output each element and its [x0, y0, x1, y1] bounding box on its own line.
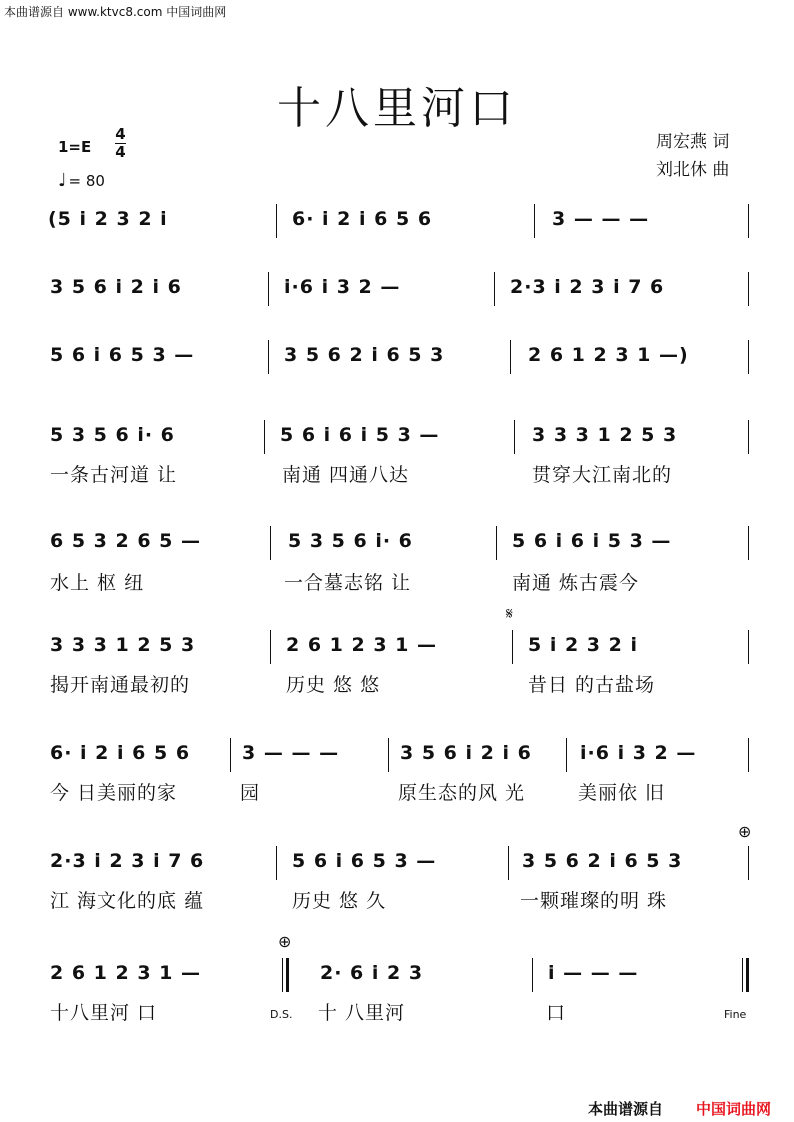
measure: 3 — — — — [242, 742, 340, 764]
lyrics: 一颗璀璨的明 珠 — [520, 890, 668, 912]
barline — [264, 420, 265, 454]
fine-marking: Fine — [724, 1008, 747, 1021]
measure: 3 5 6 i 2 i 6 — [400, 742, 532, 764]
lyrics: 十 八里河 — [318, 1002, 406, 1024]
measure: 5 3 5 6 i· 6 — [288, 530, 413, 552]
barline — [748, 738, 749, 772]
barline — [230, 738, 231, 772]
credits — [656, 128, 729, 184]
measure: 2·3 i 2 3 i 7 6 — [50, 850, 205, 872]
measure: 3 — — — — [552, 208, 650, 230]
barline — [494, 272, 495, 306]
measure: i — — — — [548, 962, 639, 984]
barline — [748, 420, 749, 454]
lyrics: 历史 悠 悠 — [286, 674, 381, 696]
lyrics: 一合墓志铭 让 — [284, 572, 412, 594]
coda-icon: ⊕ — [278, 932, 292, 951]
barline — [388, 738, 389, 772]
tempo-value: = 80 — [68, 171, 105, 190]
measure: 2 6 1 2 3 1 — — [50, 962, 202, 984]
segno-icon: 𝄋 — [506, 604, 513, 623]
score-row-1 — [0, 208, 794, 248]
measure: 5 6 i 6 i 5 3 — — [280, 424, 440, 446]
footer-source: 本曲谱源自 — [588, 1100, 664, 1118]
lyrics: 一条古河道 让 — [50, 464, 178, 486]
lyrics: 南通 四通八达 — [282, 464, 410, 486]
barline — [532, 958, 533, 992]
measure: i·6 i 3 2 — — [284, 276, 401, 298]
measure: i·6 i 3 2 — — [580, 742, 697, 764]
measure: 3 5 6 i 2 i 6 — [50, 276, 182, 298]
coda-icon: ⊕ — [738, 822, 752, 841]
composer-credit: 刘北休 曲 — [656, 160, 730, 180]
score-row-6 — [0, 634, 794, 674]
barline — [496, 526, 497, 560]
measure: 5 3 5 6 i· 6 — [50, 424, 175, 446]
lyricist-credit: 周宏燕 词 — [656, 132, 730, 152]
key-signature: 1=E — [58, 138, 92, 156]
measure: 2 6 1 2 3 1 — — [286, 634, 438, 656]
measure: 5 6 i 6 5 3 — — [50, 344, 195, 366]
measure: 2 6 1 2 3 1 —) — [528, 344, 689, 366]
ds-marking: D.S. — [270, 1008, 293, 1021]
measure: 3 5 6 2 i 6 5 3 — [284, 344, 445, 366]
barline — [276, 846, 277, 880]
barline — [566, 738, 567, 772]
barline — [748, 340, 749, 374]
lyrics: 园 — [240, 782, 261, 804]
lyrics: 今 日美丽的家 — [50, 782, 178, 804]
tempo-marking — [58, 170, 105, 191]
barline — [514, 420, 515, 454]
lyrics: 揭开南通最初的 — [50, 674, 191, 696]
lyrics: 美丽依 旧 — [578, 782, 666, 804]
barline — [512, 630, 513, 664]
measure: 5 6 i 6 5 3 — — [292, 850, 437, 872]
time-signature-top: 4 — [115, 125, 126, 143]
quarter-note-icon: ♩ — [58, 170, 67, 191]
lyrics: 十八里河 口 — [50, 1002, 158, 1024]
measure: (5 i 2 3 2 i — [48, 208, 168, 230]
measure: 6· i 2 i 6 5 6 — [292, 208, 433, 230]
lyrics: 口 — [546, 1002, 567, 1024]
barline — [510, 340, 511, 374]
final-barline — [742, 958, 749, 992]
watermark: 本曲谱源自 www.ktvc8.com 中国词曲网 — [4, 5, 227, 19]
lyrics: 历史 悠 久 — [292, 890, 387, 912]
page-title: 十八里河口 — [277, 83, 517, 134]
measure: 2· 6 i 2 3 — [320, 962, 424, 984]
measure: 2·3 i 2 3 i 7 6 — [510, 276, 665, 298]
measure: 5 6 i 6 i 5 3 — — [512, 530, 672, 552]
lyrics: 昔日 的古盐场 — [528, 674, 656, 696]
measure: 5 i 2 3 2 i — [528, 634, 638, 656]
barline — [268, 340, 269, 374]
measure: 6· i 2 i 6 5 6 — [50, 742, 191, 764]
barline — [534, 204, 535, 238]
barline — [748, 846, 749, 880]
barline — [276, 204, 277, 238]
lyrics: 原生态的风 光 — [398, 782, 526, 804]
time-signature-bottom: 4 — [115, 143, 126, 161]
score-row-8 — [0, 850, 794, 890]
lyrics: 江 海文化的底 蕴 — [50, 890, 205, 912]
lyrics: 贯穿大江南北的 — [532, 464, 673, 486]
barline — [508, 846, 509, 880]
barline — [748, 272, 749, 306]
score-row-5 — [0, 530, 794, 570]
double-barline — [282, 958, 289, 992]
barline — [748, 204, 749, 238]
score-row-2 — [0, 276, 794, 316]
score-row-4 — [0, 424, 794, 464]
barline — [270, 630, 271, 664]
measure: 3 5 6 2 i 6 5 3 — [522, 850, 683, 872]
score-row-7 — [0, 742, 794, 782]
score-row-3 — [0, 344, 794, 384]
barline — [270, 526, 271, 560]
barline — [748, 526, 749, 560]
footer-site: 中国词曲网 — [696, 1100, 772, 1118]
lyrics: 南通 炼古震今 — [512, 572, 640, 594]
barline — [268, 272, 269, 306]
measure: 3 3 3 1 2 5 3 — [532, 424, 678, 446]
measure: 3 3 3 1 2 5 3 — [50, 634, 196, 656]
time-signature — [115, 126, 126, 161]
measure: 6 5 3 2 6 5 — — [50, 530, 202, 552]
barline — [748, 630, 749, 664]
lyrics: 水上 枢 纽 — [50, 572, 145, 594]
score-row-9 — [0, 962, 794, 1002]
